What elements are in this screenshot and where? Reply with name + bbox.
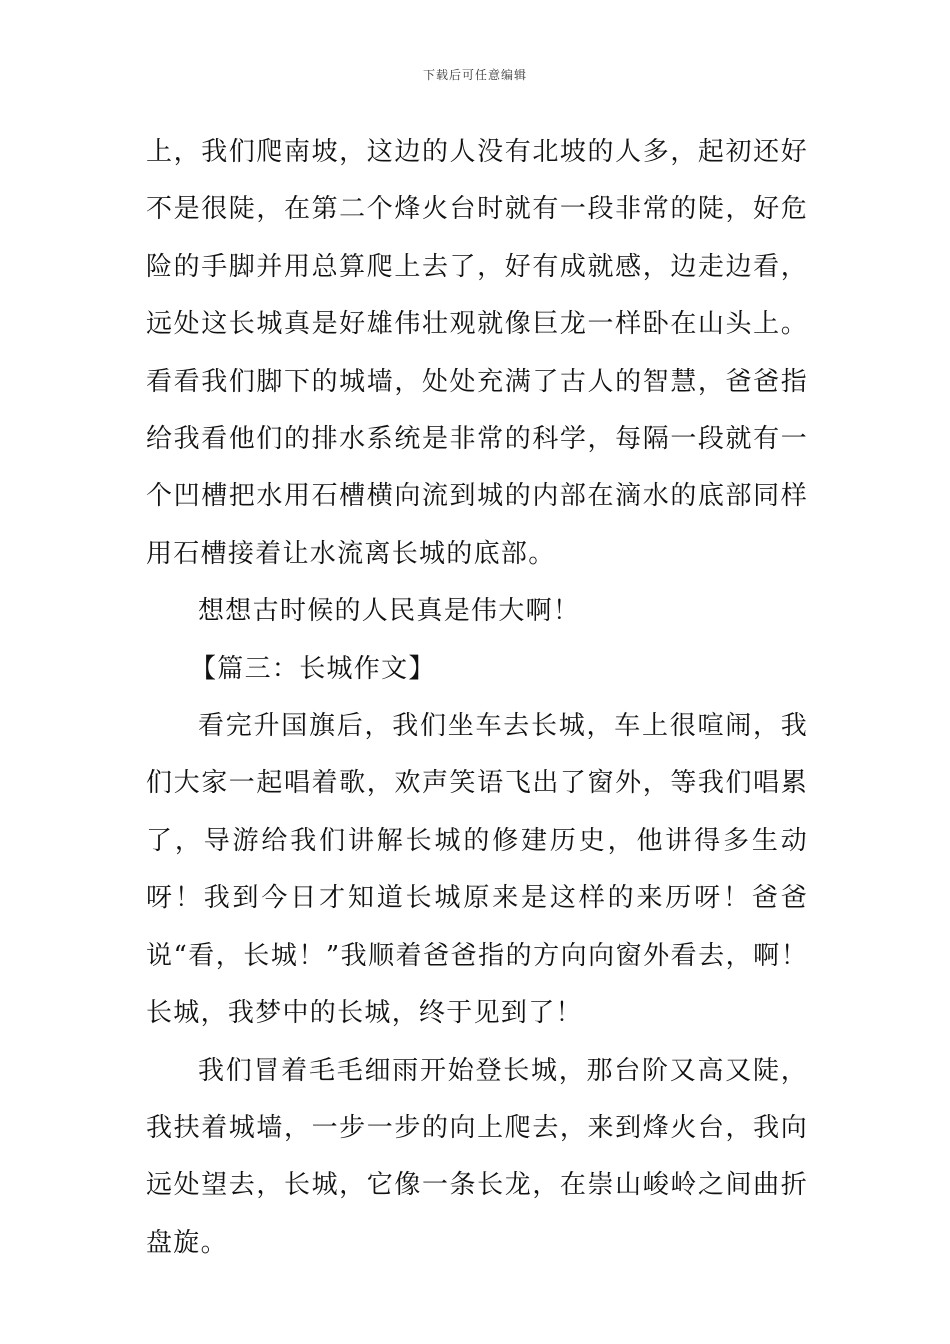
document-body: [146, 124, 808, 1272]
paragraph-ancient-people: 想想古时候的人民真是伟大啊！: [198, 596, 581, 627]
paragraph-south-slope: 上，我们爬南坡，这边的人没有北坡的人多，起初还好不是很陡，在第二个烽火台时就有一段非常的陡，好危险的手脚并用总算爬上去了，好有成就感，边走边看，远处这长城真是好雄伟壮观就像巨龙一样卧在山头上。看看我们脚下的城墙，处处充满了古人的智慧，爸爸指给我看他们的排水系统是非常的科学，每隔一段就有一个凹槽把水用石槽横向流到城的内部在滴水的底部同样用石槽接着让水流离长城的底部。: [146, 137, 808, 569]
page-header: 下载后可任意编辑: [422, 68, 527, 82]
paragraph-climbing: 我们冒着毛毛细雨开始登长城，那台阶又高又陡，我扶着城墙，一步一步的向上爬去，来到烽火台，我向远处望去，长城，它像一条长龙，在崇山峻岭之间曲折盘旋。: [146, 1055, 808, 1258]
paragraph-bus-ride: 看完升国旗后，我们坐车去长城，车上很喧闹，我们大家一起唱着歌，欢声笑语飞出了窗外，等我们唱累了，导游给我们讲解长城的修建历史，他讲得多生动呀！我到今日才知道长城原来是这样的来历呀！爸爸说“看，长城！”我顺着爸爸指的方向向窗外看去，啊！长城，我梦中的长城，终于见到了！: [146, 711, 808, 1029]
section-title: 【篇三：长城作文】: [190, 653, 436, 684]
